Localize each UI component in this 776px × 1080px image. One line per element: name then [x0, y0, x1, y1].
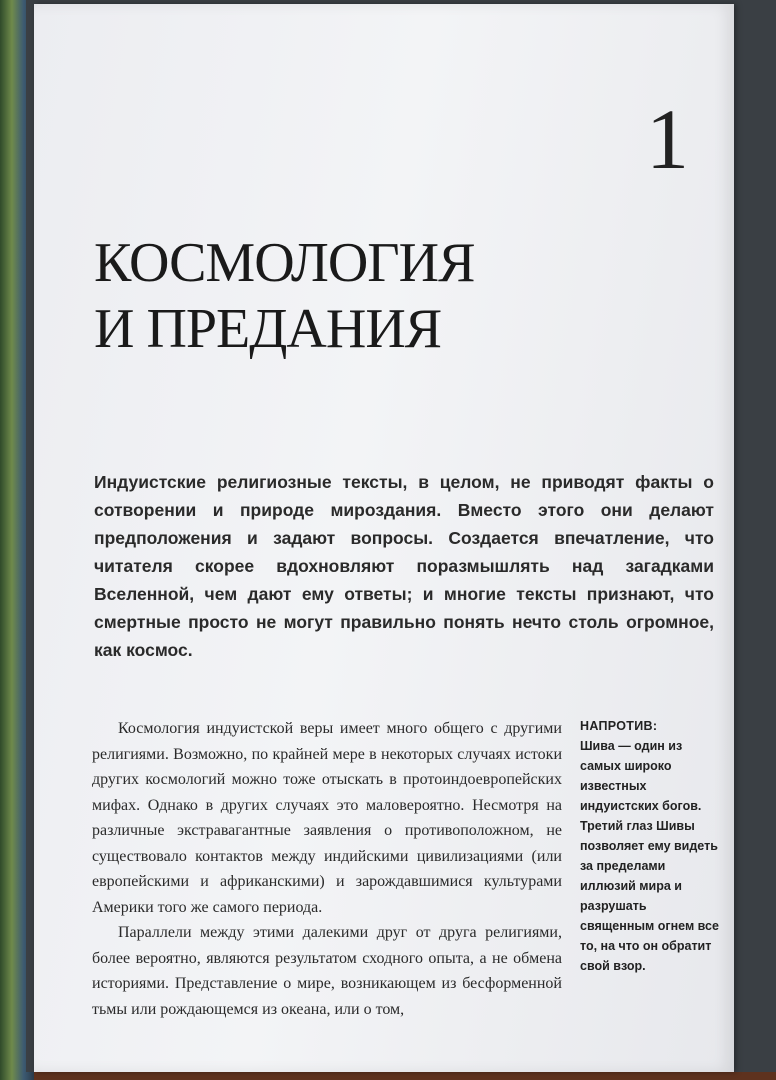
chapter-number: 1 [646, 91, 689, 187]
book-page [34, 4, 734, 1072]
chapter-title-line-1: КОСМОЛОГИЯ [94, 232, 475, 294]
body-paragraph: Космология индуистской веры имеет много общего с другими религиями. Возможно, по крайней мере в некоторых случаях истоки других космологий можно тоже отыскать в протоиндоевропейских мифах. Однако в других случаях это маловероятно. Несмотря на различные экстравагантные заявления о противоположном, не существовало контактов между индийскими цивилизациями (или европейскими и африканскими) и зарождавшимися культурами Америки того же самого периода. [92, 720, 562, 916]
body-text [92, 716, 562, 1022]
lead-paragraph: Индуистские религиозные тексты, в целом, не приводят факты о сотворении и природе мироздания. Вместо этого они делают предположения и задают вопросы. Создается впечатление, что читателя скорее вдохновляют поразмышлять над загадками Вселенной, чем дают ему ответы; и многие тексты признают, что смертные просто не могут правильно понять нечто столь огромное, как космос. [94, 472, 714, 660]
chapter-title-line-2: И ПРЕДАНИЯ [94, 298, 442, 360]
sidebar-caption-text: Шива — один из самых широко известных индуистских богов. Третий глаз Шивы позволяет ему видеть за пределами иллюзий мира и разрушать священным огнем все то, на что он обратит свой взор. [580, 739, 719, 973]
body-paragraph: Параллели между этими далекими друг от друга религиями, более вероятно, являются результатом сходного опыта, а не обмена историями. Представление о мире, возникающем из бесформенной тьмы или рождающемся из океана, или о том, [92, 924, 562, 1018]
sidebar-heading: НАПРОТИВ: [580, 719, 658, 733]
chapter-title [94, 230, 474, 362]
sidebar-caption [580, 716, 720, 976]
